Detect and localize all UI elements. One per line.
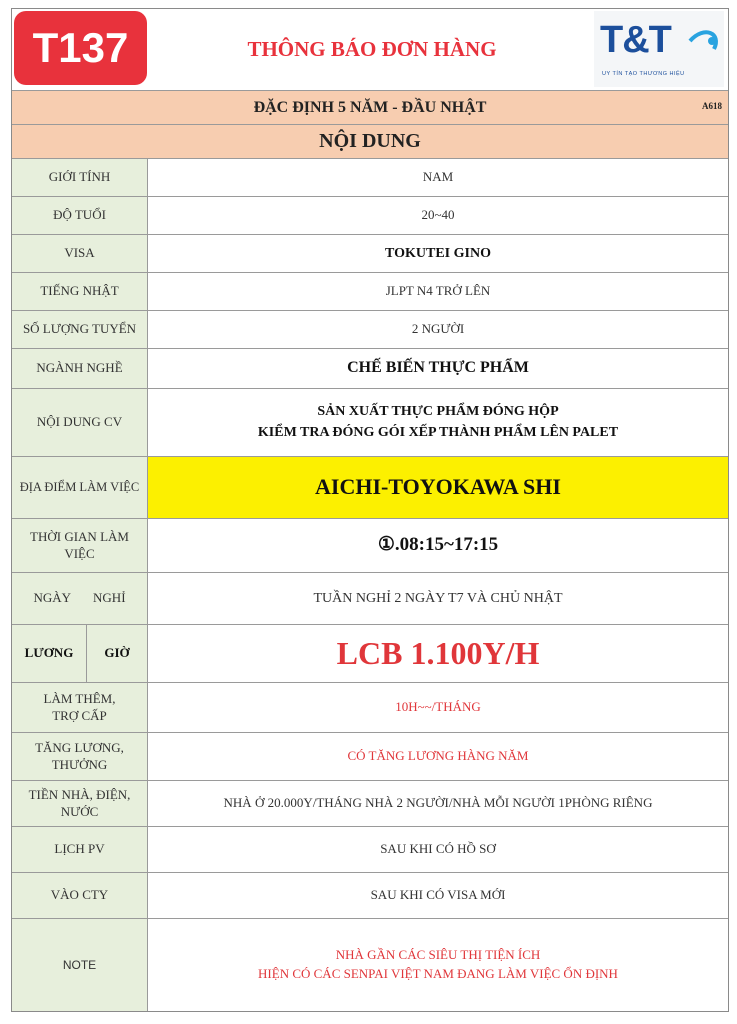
job-notice-sheet: [11, 8, 729, 1012]
row-days-off: [12, 573, 728, 625]
row-label: VISA: [12, 235, 148, 272]
row-label: NỘI DUNG CV: [12, 389, 148, 456]
note-line-2: HIỆN CÓ CÁC SENPAI VIỆT NAM ĐANG LÀM VIỆC ỔN ĐỊNH: [258, 966, 618, 981]
row-label: NGÀNH NGHỀ: [12, 349, 148, 388]
row-label: SỐ LƯỢNG TUYỂN: [12, 311, 148, 348]
row-value: 20~40: [421, 207, 455, 223]
row-salary: [12, 625, 728, 683]
row-label: ĐỘ TUỔI: [12, 197, 148, 234]
notice-title: THÔNG BÁO ĐƠN HÀNG: [247, 36, 497, 61]
row-value: TUẦN NGHỈ 2 NGÀY T7 VÀ CHỦ NHẬT: [313, 590, 563, 606]
row-label: VÀO CTY: [12, 873, 148, 918]
row-label: NOTE: [12, 919, 148, 1011]
row-value: [148, 389, 728, 456]
logo-tagline: UY TÍN TẠO THƯƠNG HIỆU: [602, 71, 685, 77]
section-title: NỘI DUNG: [12, 125, 728, 159]
location-value: AICHI-TOYOKAWA SHI: [148, 457, 728, 518]
days-off-label-1: NGÀY: [33, 590, 72, 606]
row-housing: [12, 781, 728, 827]
row-visa: [12, 235, 728, 273]
row-gender: [12, 159, 728, 197]
row-value: [148, 919, 728, 1011]
row-industry: [12, 349, 728, 389]
row-value: 2 NGƯỜI: [411, 321, 465, 337]
row-interview: [12, 827, 728, 873]
row-label: LỊCH PV: [12, 827, 148, 872]
order-code: A618: [702, 101, 722, 111]
row-value: SAU KHI CÓ HỒ SƠ: [380, 841, 496, 857]
company-logo: [594, 11, 724, 87]
row-label: ĐỊA ĐIỂM LÀM VIỆC: [12, 457, 148, 518]
subheader: [12, 91, 728, 125]
row-value: CHẾ BIẾN THỰC PHẨM: [347, 359, 529, 377]
logo-text: T&T: [600, 19, 671, 61]
order-badge: T137: [14, 11, 147, 85]
row-label: TĂNG LƯƠNG, THƯỞNG: [12, 733, 148, 780]
job-line-1: SẢN XUẤT THỰC PHẨM ĐÓNG HỘP: [317, 404, 559, 420]
row-label: THỜI GIAN LÀM VIỆC: [12, 519, 148, 572]
row-label: LÀM THÊM, TRỢ CẤP: [12, 683, 148, 732]
row-join: [12, 873, 728, 919]
salary-label: LƯƠNG: [12, 625, 87, 682]
row-value: 10H~~/THÁNG: [395, 699, 481, 715]
row-value: CÓ TĂNG LƯƠNG HÀNG NĂM: [347, 748, 529, 764]
row-age: [12, 197, 728, 235]
salary-unit-label: GIỜ: [87, 625, 148, 682]
row-label: TIỀN NHÀ, ĐIỆN, NƯỚC: [12, 781, 148, 826]
row-value: JLPT N4 TRỞ LÊN: [385, 283, 491, 299]
note-line-1: NHÀ GẦN CÁC SIÊU THỊ TIỆN ÍCH: [335, 947, 541, 963]
row-note: [12, 919, 728, 1011]
row-value: SAU KHI CÓ VISA MỚI: [370, 887, 506, 903]
row-quantity: [12, 311, 728, 349]
row-value: NHÀ Ở 20.000Y/THÁNG NHÀ 2 NGƯỜI/NHÀ MỖI NGƯỜI 1PHÒNG RIÊNG: [223, 795, 653, 811]
program-title: ĐẶC ĐỊNH 5 NĂM - ĐẦU NHẬT: [253, 98, 487, 116]
notice-header: [12, 9, 728, 91]
row-value: TOKUTEI GINO: [385, 245, 491, 261]
row-label: [12, 573, 148, 624]
row-overtime: [12, 683, 728, 733]
salary-value: LCB 1.100Y/H: [336, 635, 540, 672]
row-raise: [12, 733, 728, 781]
row-japanese: [12, 273, 728, 311]
row-job-content: [12, 389, 728, 457]
row-location: [12, 457, 728, 519]
row-label: TIẾNG NHẬT: [12, 273, 148, 310]
days-off-label-2: NGHỈ: [93, 590, 126, 606]
row-value: NAM: [422, 169, 454, 185]
row-hours: [12, 519, 728, 573]
row-label: GIỚI TÍNH: [12, 159, 148, 196]
job-line-2: KIỂM TRA ĐÓNG GÓI XẾP THÀNH PHẨM LÊN PALET: [257, 424, 619, 440]
row-value: ①.08:15~17:15: [377, 534, 499, 556]
